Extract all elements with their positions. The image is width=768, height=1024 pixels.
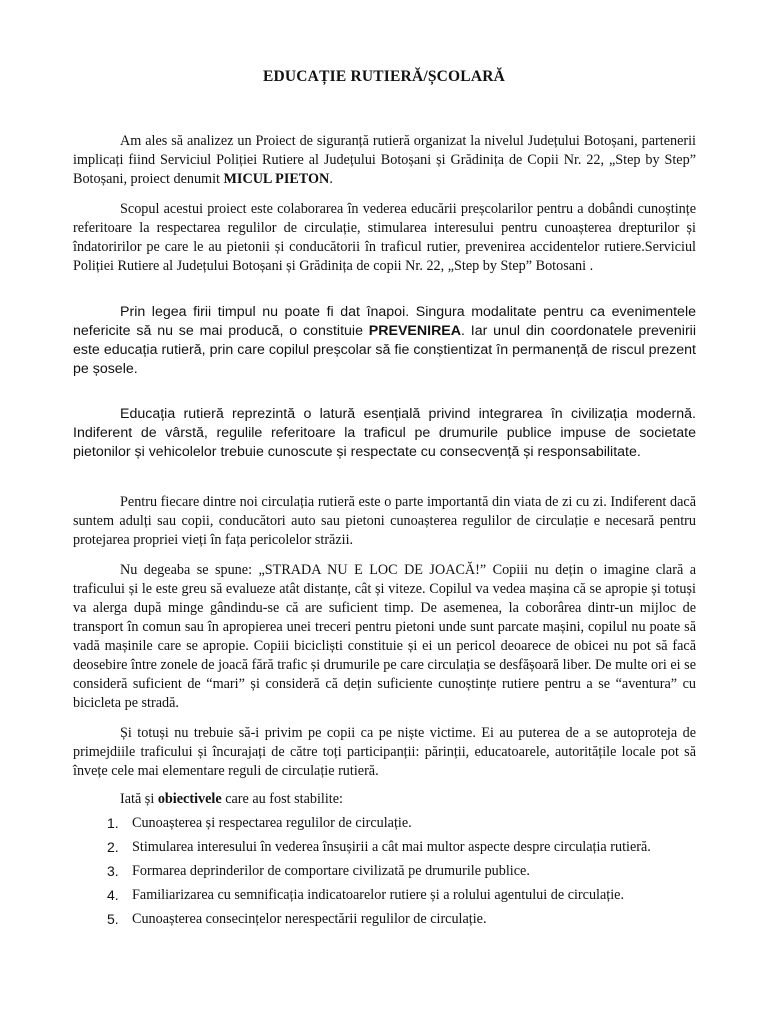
list-item-text: Familiarizarea cu semnificația indicatoarelor rutiere și a rolului agentului de circulație.: [132, 887, 625, 903]
list-item-number: 1.: [107, 815, 119, 831]
paragraph-project-purpose: Scopul acestui proiect este colaborarea în vederea educării preșcolarilor pentru a dobândi cunoștințe referitoare la respectarea regulilor de circulație, stimularea interesului pentru cunoașterea drepturilor și îndatoririlor pe care le au pietonii și conducătorii în traficul rutier, prevenirea accidentelor rutiere.Serviciul Poliției Rutiere al Județului Botoșani și Grădinița de copii Nr. 22, „Step by Step” Botosani .: [73, 201, 696, 274]
list-item-number: 3.: [107, 863, 119, 879]
paragraph-street-not-playground: Nu degeaba se spune: „STRADA NU E LOC DE JOACĂ!” Copiii nu dețin o imagine clară a traficului și le este greu să evalueze atât distanțe, cât și viteze. Copilul va vedea mașina că se apropie și totuși va alerga după minge gândindu-se că are suficient timp. De asemenea, la coborârea dintr-un mijloc de transport în comun sau în apropierea unei treceri pentru pietoni unde sunt parcate mașini, copilul nu poate să vadă mașinile care se apropie. Copiii bicicliști constituie și ei un pericol deoarece de obicei nu pot să facă deosebire între zonele de joacă fără trafic și drumurile pe care circulația se desfășoară liber. De multe ori ei se consideră suficient de “mari” și consideră că dețin suficiente cunoștințe rutiere pentru a se “aventura” cu bicicleta pe stradă.: [73, 562, 696, 711]
list-item-text: Formarea deprinderilor de comportare civilizată pe drumurile publice.: [132, 863, 530, 879]
list-item: [73, 839, 696, 856]
list-item-text: Cunoașterea și respectarea regulilor de circulație.: [132, 815, 412, 831]
project-name: MICUL PIETON: [223, 171, 330, 187]
list-item-number: 4.: [107, 887, 119, 903]
list-item: [73, 887, 696, 904]
objectives-intro-end: care au fost stabilite:: [221, 791, 343, 807]
objectives-intro-text: Iată și: [120, 791, 158, 807]
list-item-text: Stimularea interesului în vederea însușirii a cât mai multor aspecte despre circulația rutieră.: [132, 839, 651, 855]
prevention-keyword: PREVENIREA: [368, 323, 462, 339]
objectives-list: [73, 815, 696, 928]
document-body: [73, 132, 696, 935]
paragraph-project-intro: [73, 132, 696, 189]
list-item-number: 2.: [107, 839, 119, 855]
paragraph-road-education: Educația rutieră reprezintă o latură esențială privind integrarea în civilizația modernă. Indiferent de vârstă, regulile referitoare la traficul pe drumurile publice impuse de societate pietonilor și vehicolelor trebuie cunoscute și respectate cu consecvență și responsabilitate.: [73, 406, 696, 460]
list-item-number: 5.: [107, 911, 119, 927]
paragraph-children-not-victims: Și totuși nu trebuie să-i privim pe copii ca pe niște victime. Ei au puterea de a se autoproteja de primejdiile traficului și încurajați de către toți participanții: părinții, educatoarele, autoritățile locale pot să învețe cele mai elementare reguli de circulație rutieră.: [73, 725, 696, 779]
document-title: EDUCAȚIE RUTIERĂ/ȘCOLARĂ: [262, 68, 506, 85]
paragraph-1-text: Am ales să analizez un Proiect de siguranță rutieră organizat la nivelul Județului Botoșani, partenerii implicați fiind Serviciul Poliției Rutiere al Județului Botoșani și Grădinița de Copii Nr. 22, „Step by Step” Botoșani, proiect denumit: [73, 133, 696, 187]
paragraph-3-end: . Iar unul din coordonatele prevenirii este educația rutieră, prin care copilul preșcolar să fie conștientizat în permanență de riscul prezent pe șosele.: [73, 323, 696, 377]
paragraph-prevention: [73, 303, 696, 379]
list-item: [73, 815, 696, 832]
list-item-text: Cunoașterea consecințelor nerespectării regulilor de circulație.: [132, 911, 487, 927]
paragraph-daily-traffic: Pentru fiecare dintre noi circulația rutieră este o parte importantă din viata de zi cu zi. Indiferent dacă suntem adulți sau copii, conducători auto sau pietoni cunoașterea regulilor de circulație e necesară pentru protejarea propriei vieți în fața pericolelor străzii.: [73, 494, 696, 548]
paragraph-1-end: .: [329, 171, 333, 187]
objectives-keyword: obiectivele: [157, 791, 222, 807]
list-item: [73, 911, 696, 928]
objectives-intro: [73, 791, 696, 808]
paragraph-3-text: Prin legea firii timpul nu poate fi dat înapoi. Singura modalitate pentru ca evenimentele nefericite să nu se mai producă, o constituie: [73, 304, 696, 339]
list-item: [73, 863, 696, 880]
